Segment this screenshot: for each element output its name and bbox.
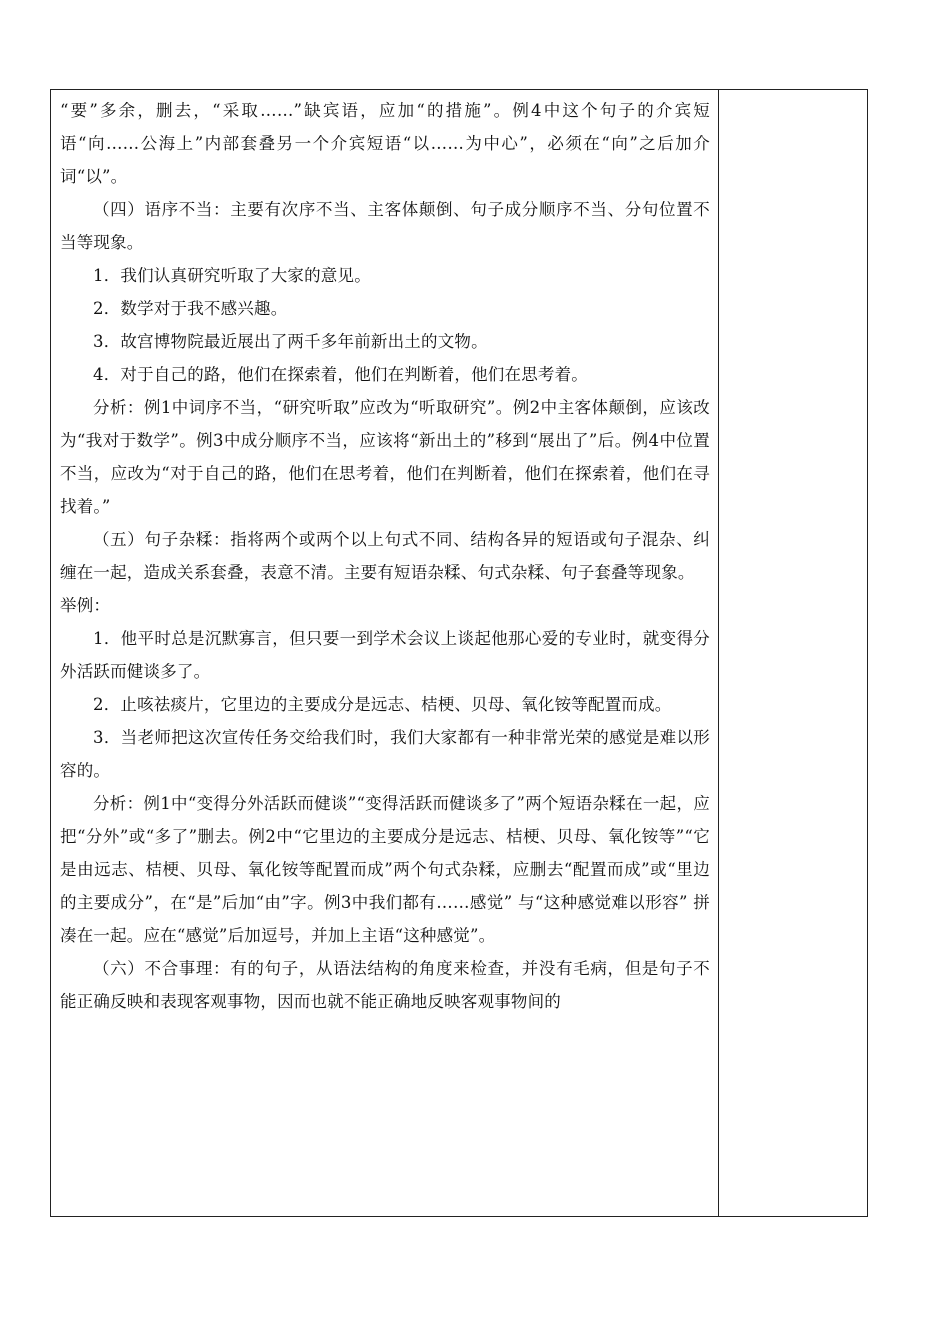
list-item: 3．当老师把这次宣传任务交给我们时，我们大家都有一种非常光荣的感觉是难以形容的。 <box>60 728 710 780</box>
paragraph: 举例： <box>60 596 111 615</box>
list-item: 1．他平时总是沉默寡言，但只要一到学术会议上谈起他那心爱的专业时，就变得分外活跃而健谈多了。 <box>60 629 710 681</box>
main-content-cell <box>51 90 719 1216</box>
list-item: 2．止咳祛痰片，它里边的主要成分是远志、桔梗、贝母、氧化铵等配置而成。 <box>93 695 672 714</box>
list-item: 3．故宫博物院最近展出了两千多年前新出土的文物。 <box>93 332 488 351</box>
paragraph: （六）不合事理：有的句子，从语法结构的角度来检查，并没有毛病，但是句子不能正确反映和表现客观事物，因而也就不能正确地反映客观事物间的 <box>60 959 710 1011</box>
paragraph: （五）句子杂糅：指将两个或两个以上句式不同、结构各异的短语或句子混杂、纠缠在一起，造成关系套叠，表意不清。主要有短语杂糅、句式杂糅、句子套叠等现象。 <box>60 530 710 582</box>
paragraph: 分析：例1中“变得分外活跃而健谈”“变得活跃而健谈多了”两个短语杂糅在一起，应把“分外”或“多了”删去。例2中“它里边的主要成分是远志、桔梗、贝母、氧化铵等”“它是由远志、桔梗、贝母、氧化铵等配置而成”两个句式杂糅，应删去“配置而成”或“里边的主要成分”，在“是”后加“由”字。例3中我们都有……感觉” 与“这种感觉难以形容” 拼凑在一起。应在“感觉”后加逗号，并加上主语“这种感觉”。 <box>60 794 710 945</box>
paragraph: “要”多余，删去，“采取……”缺宾语，应加“的措施”。例4中这个句子的介宾短语“向……公海上”内部套叠另一个介宾短语“以……为中心”，必须在“向”之后加介词“以”。 <box>60 101 710 186</box>
list-item: 4．对于自己的路，他们在探索着，他们在判断着，他们在思考着。 <box>93 365 588 384</box>
paragraph: 分析：例1中词序不当，“研究听取”应改为“听取研究”。例2中主客体颠倒，应该改为“我对于数学”。例3中成分顺序不当，应该将“新出土的”移到“展出了”后。例4中位置不当，应改为“对于自己的路，他们在思考着，他们在判断着，他们在探索着，他们在寻找着。” <box>60 398 710 516</box>
content-table <box>50 89 868 1217</box>
list-item: 1．我们认真研究听取了大家的意见。 <box>93 266 371 285</box>
notes-cell <box>719 90 867 1216</box>
list-item: 2．数学对于我不感兴趣。 <box>93 299 288 318</box>
paragraph: （四）语序不当：主要有次序不当、主客体颠倒、句子成分顺序不当、分句位置不当等现象。 <box>60 200 710 252</box>
